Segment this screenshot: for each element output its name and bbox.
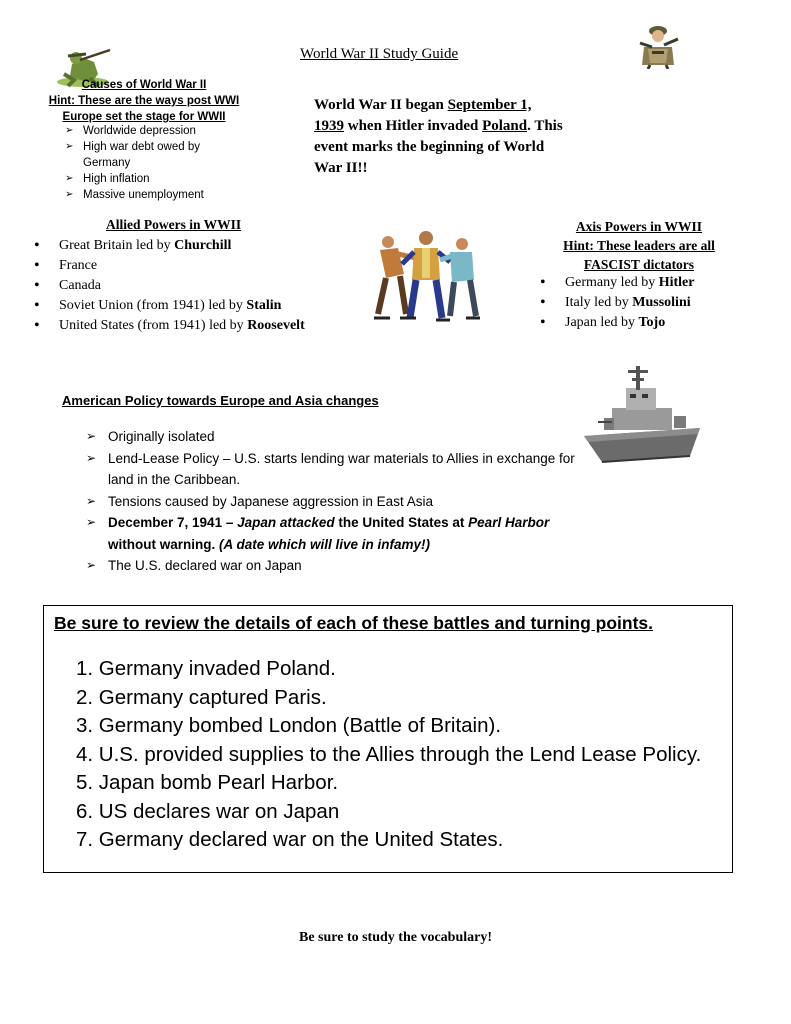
list-item: ➢ Lend-Lease Policy – U.S. starts lending war materials to Allies in exchange for land in the Caribbean. <box>86 448 576 491</box>
policy-heading: American Policy towards Europe and Asia changes <box>62 393 379 408</box>
start-date: September 1, 1939 <box>314 97 532 134</box>
list-item: • Canada <box>34 276 354 296</box>
page-title: World War II Study Guide <box>300 46 459 62</box>
leader-name: Roosevelt <box>247 318 305 333</box>
battleship-icon <box>582 358 702 468</box>
axis-heading-line1: Axis Powers in WWII <box>575 219 703 234</box>
leader-name: Hitler <box>658 275 695 290</box>
list-item: 7. Germany declared war on the United States. <box>76 828 504 851</box>
list-item: ➢ December 7, 1941 – Japan attacked the United States at Pearl Harbor without warning. (A date which will live in infamy!) <box>86 512 576 555</box>
leader-name: Stalin <box>246 298 282 313</box>
axis-heading-line2: Hint: These leaders are all <box>563 238 715 253</box>
list-item: • Germany led by Hitler <box>540 273 740 293</box>
leader-name: Mussolini <box>632 295 691 310</box>
list-item: 5. Japan bomb Pearl Harbor. <box>76 771 339 794</box>
list-item: • Great Britain led by Churchill <box>34 236 354 256</box>
list-item: 6. US declares war on Japan <box>76 799 340 823</box>
list-item: 2. Germany captured Paris. <box>76 685 327 709</box>
policy-list <box>86 426 576 577</box>
list-item: 4. U.S. provided supplies to the Allies through the Lend Lease Policy. <box>76 742 702 766</box>
allied-list <box>34 236 354 336</box>
causes-heading-line3: Europe set the stage for WWII <box>62 111 226 123</box>
list-item: ➢ Originally isolated <box>86 426 576 448</box>
list-item: • France <box>34 256 354 276</box>
war-began-statement: World War II began September 1, 1939 when Hitler invaded Poland. This event marks the beginning of World War II!! <box>314 97 563 176</box>
list-item: 1. Germany invaded Poland. <box>76 657 336 680</box>
leader-name: Tojo <box>638 315 666 330</box>
list-item: 3. Germany bombed London (Battle of Britain). <box>76 714 502 737</box>
list-item: ➢ High inflation <box>65 171 225 187</box>
soldier-saluting-icon <box>634 25 682 69</box>
causes-list <box>65 123 225 203</box>
causes-heading-line1: Causes of World War II <box>81 79 207 91</box>
vocabulary-reminder: Be sure to study the vocabulary! <box>298 930 493 945</box>
men-arguing-icon <box>370 228 482 324</box>
events-list <box>76 655 726 855</box>
review-heading: Be sure to review the details of each of these battles and turning points. <box>54 613 653 633</box>
causes-heading <box>40 77 248 125</box>
list-item: ➢ Worldwide depression <box>65 123 225 139</box>
list-item: • Japan led by Tojo <box>540 313 740 333</box>
allied-heading: Allied Powers in WWII <box>106 217 242 232</box>
list-item: ➢ High war debt owed by Germany <box>65 139 225 171</box>
list-item: • United States (from 1941) led by Roosevelt <box>34 316 354 336</box>
list-item: ➢ Massive unemployment <box>65 187 225 203</box>
list-item: • Italy led by Mussolini <box>540 293 740 313</box>
causes-heading-line2: Hint: These are the ways post WWI <box>48 95 240 107</box>
invaded-country: Poland <box>482 118 528 134</box>
leader-name: Churchill <box>174 238 232 253</box>
axis-list <box>540 273 740 333</box>
list-item: ➢ The U.S. declared war on Japan <box>86 555 576 577</box>
axis-heading <box>548 217 730 274</box>
axis-heading-line3: FASCIST dictators <box>583 257 695 272</box>
list-item: ➢ Tensions caused by Japanese aggression in East Asia <box>86 491 576 513</box>
list-item: • Soviet Union (from 1941) led by Stalin <box>34 296 354 316</box>
